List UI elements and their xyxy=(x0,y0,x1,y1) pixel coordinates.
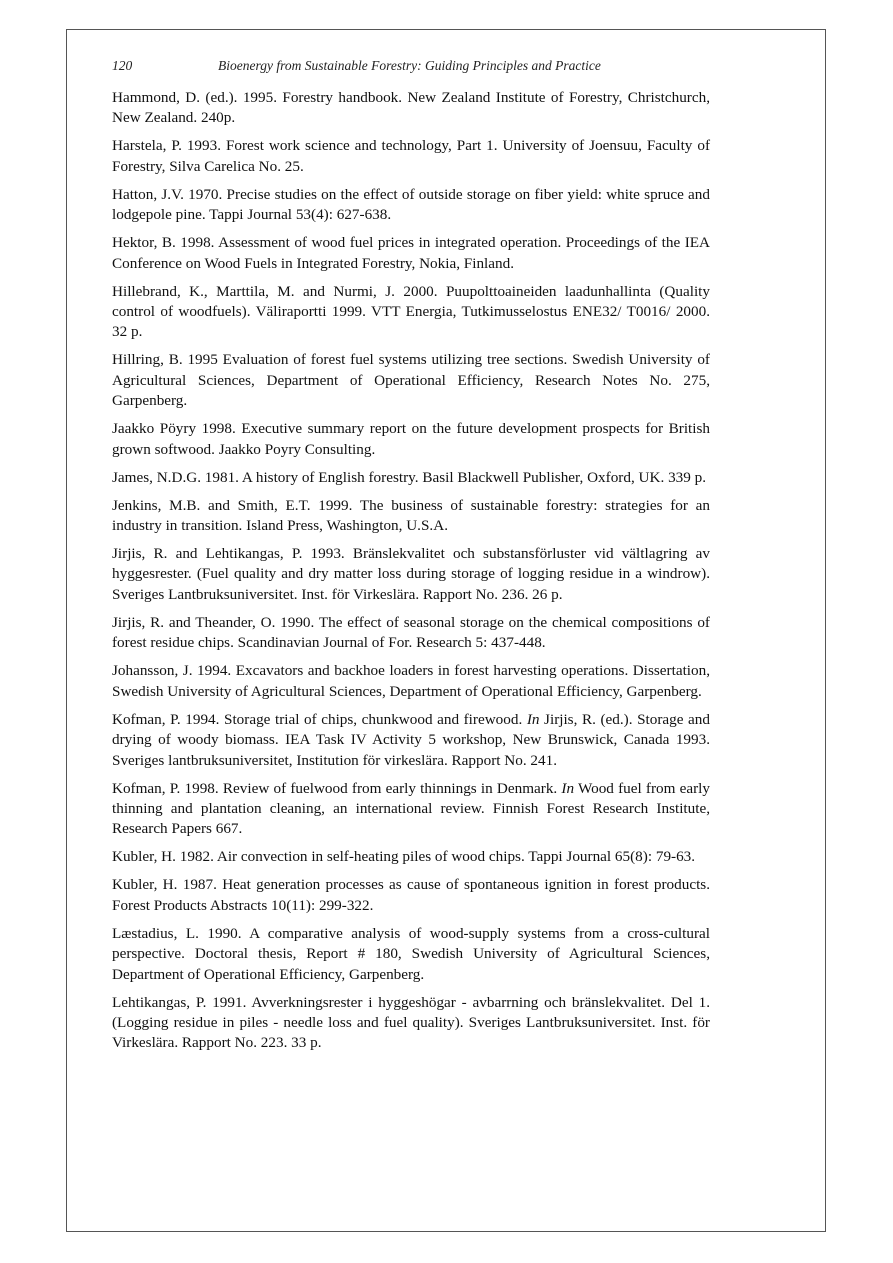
reference-entry: Jaakko Pöyry 1998. Executive summary report on the future development prospects for British grown softwood. Jaakko Poyry Consulting. xyxy=(112,420,710,458)
reference-entry: Johansson, J. 1994. Excavators and backhoe loaders in forest harvesting operations. Dissertation, Swedish University of Agricultural Sciences, Department of Operational Efficiency, Garpenberg. xyxy=(112,662,710,700)
reference-entry: Kubler, H. 1982. Air convection in self-heating piles of wood chips. Tappi Journal 65(8): 79-63. xyxy=(112,848,696,866)
reference-text: Kofman, P. 1998. Review of fuelwood from early thinnings in Denmark. xyxy=(112,779,562,797)
reference-entry: Jirjis, R. and Theander, O. 1990. The effect of seasonal storage on the chemical compositions of forest residue chips. Scandinavian Journal of For. Research 5: 437-448. xyxy=(112,613,710,652)
reference-entry: Hatton, J.V. 1970. Precise studies on the effect of outside storage on fiber yield: white spruce and lodgepole pine. Tappi Journal 53(4): 627-638. xyxy=(112,185,710,224)
reference-entry: Jenkins, M.B. and Smith, E.T. 1999. The business of sustainable forestry: strategies for an industry in transition. Island Press, Washington, U.S.A. xyxy=(112,496,710,535)
reference-text: Wood fuel from early thinning and plantation cleaning, an international review. Finnish Forest Research Institute, Research Papers 667. xyxy=(112,779,710,838)
reference-text: Jirjis, R. (ed.). Storage and drying of woody biomass. IEA Task IV Activity 5 workshop, New Brunswick, Canada 1993. Sveriges lantbruksuniversitet, Institution för virkeslära. Rapport No. 241. xyxy=(112,710,710,769)
reference-entry: Harstela, P. 1993. Forest work science and technology, Part 1. University of Joensuu, Faculty of Forestry, Silva Carelica No. 25. xyxy=(112,137,710,175)
reference-entry: Læstadius, L. 1990. A comparative analysis of wood-supply systems from a cross-cultural perspective. Doctoral thesis, Report # 180, Swedish University of Agricultural Sciences, Department of Operational Efficiency, Garpenberg. xyxy=(112,924,710,983)
reference-entry xyxy=(112,710,710,771)
reference-italic: In xyxy=(526,710,540,728)
reference-entry: Hektor, B. 1998. Assessment of wood fuel prices in integrated operation. Proceedings of the IEA Conference on Wood Fuels in Integrated Forestry, Nokia, Finland. xyxy=(112,234,710,272)
reference-entry: Hillring, B. 1995 Evaluation of forest fuel systems utilizing tree sections. Swedish University of Agricultural Sciences, Department of Operational Efficiency, Research Notes No. 275, Garpenberg. xyxy=(112,351,710,410)
reference-list xyxy=(112,88,710,1061)
book-title: Bioenergy from Sustainable Forestry: Guiding Principles and Practice xyxy=(218,58,601,73)
reference-entry: Kubler, H. 1987. Heat generation processes as cause of spontaneous ignition in forest products. Forest Products Abstracts 10(11): 299-322. xyxy=(112,876,710,914)
reference-entry: Hammond, D. (ed.). 1995. Forestry handbook. New Zealand Institute of Forestry, Christchurch, New Zealand. 240p. xyxy=(112,89,710,127)
reference-entry: Jirjis, R. and Lehtikangas, P. 1993. Bränslekvalitet och substansförluster vid vältlagring av hyggesrester. (Fuel quality and dry matter loss during storage of logging residue in a windrow). Sveriges Lantbruksuniversitet. Inst. för Virkeslära. Rapport No. 236. 26 p. xyxy=(112,545,710,603)
reference-italic: In xyxy=(561,779,575,797)
reference-entry: Hillebrand, K., Marttila, M. and Nurmi, J. 2000. Puupolttoaineiden laadunhallinta (Quality control of woodfuels). Väliraportti 1999. VTT Energia, Tutkimusselostus ENE32/ T0016/ 2000. 32 p. xyxy=(112,282,710,341)
reference-entry: James, N.D.G. 1981. A history of English forestry. Basil Blackwell Publisher, Oxford, UK. 339 p. xyxy=(112,468,707,486)
reference-entry xyxy=(112,779,710,840)
reference-text: Kofman, P. 1994. Storage trial of chips, chunkwood and firewood. xyxy=(112,710,527,728)
page-number: 120 xyxy=(112,58,133,73)
reference-entry: Lehtikangas, P. 1991. Avverkningsrester i hyggeshögar - avbarrning och bränslekvalitet. Del 1. (Logging residue in piles - needle loss and fuel quality). Sveriges Lantbruksuniversitet. Inst. för Virkeslära. Rapport No. 223. 33 p. xyxy=(112,993,710,1052)
